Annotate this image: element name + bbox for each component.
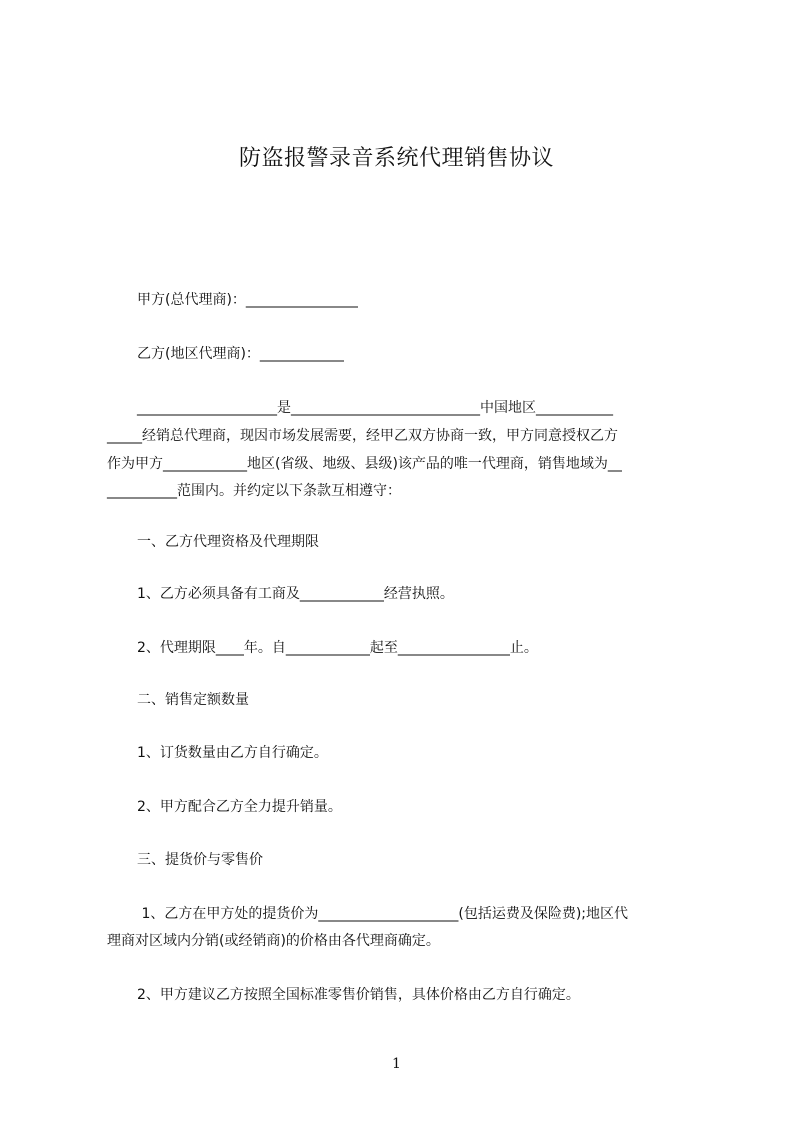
section-2-item-1: 1、订货数量由乙方自行确定。 xyxy=(137,745,328,761)
section-1-item-1: 1、乙方必须具备有工商及____________经营执照。 xyxy=(137,586,454,602)
section-3-item-2: 2、甲方建议乙方按照全国标准零售价销售，具体价格由乙方自行确定。 xyxy=(137,987,580,1003)
section-2-item-2: 2、甲方配合乙方全力提升销量。 xyxy=(137,799,342,815)
page-number: 1 xyxy=(392,1056,401,1072)
section-1-item-2: 2、代理期限____年。自____________起至________________止。 xyxy=(137,640,538,656)
intro-line-3: 作为甲方____________地区(省级、地级、县级)该产品的唯一代理商，销售地域为__ xyxy=(107,456,622,472)
intro-line-2: _____经销总代理商，现因市场发展需要，经甲乙双方协商一致，甲方同意授权乙方 xyxy=(107,428,618,444)
party-a-line: 甲方(总代理商)：________________ xyxy=(137,292,358,308)
section-heading-2: 二、销售定额数量 xyxy=(137,692,249,708)
party-b-line: 乙方(地区代理商)：____________ xyxy=(137,346,344,362)
section-heading-1: 一、乙方代理资格及代理期限 xyxy=(137,534,319,550)
section-heading-3: 三、提货价与零售价 xyxy=(137,852,263,868)
intro-line-4: __________范围内。并约定以下条款互相遵守： xyxy=(107,483,401,499)
section-3-item-1-cont: 理商对区域内分销(或经销商)的价格由各代理商确定。 xyxy=(107,933,440,949)
section-3-item-1: 1、乙方在甲方处的提货价为____________________(包括运费及保险费);地区代 xyxy=(137,906,628,922)
intro-line-1: ____________________是___________________________中国地区___________ xyxy=(137,400,613,416)
document-title: 防盗报警录音系统代理销售协议 xyxy=(238,146,554,171)
